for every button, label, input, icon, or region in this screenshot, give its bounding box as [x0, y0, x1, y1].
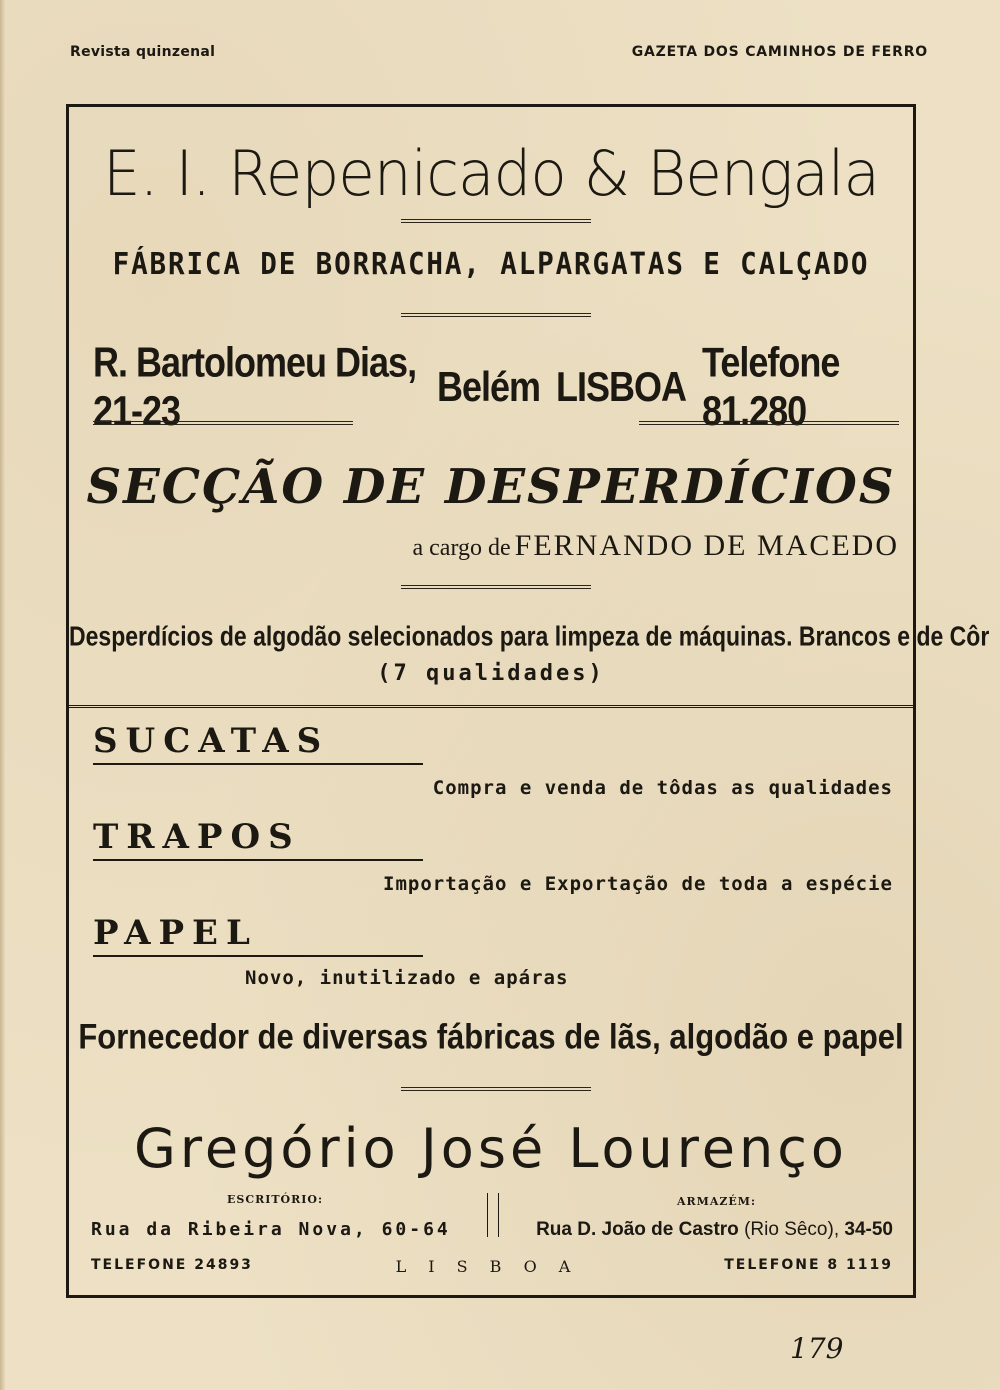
warehouse-street: Rua D. João de Castro	[536, 1219, 739, 1240]
company-name: E. I. Repenicado & Bengala	[102, 137, 880, 210]
section-papel-desc: Novo, inutilizado e apáras	[245, 967, 569, 989]
underline	[93, 859, 423, 861]
page-number: 179	[790, 1332, 844, 1365]
trapos-label: TRAPOS	[93, 817, 301, 857]
supplier-line: Fornecedor de diversas fábricas de lãs, algodão e papel	[78, 1016, 904, 1057]
section-trapos-title	[93, 817, 301, 857]
warehouse-number: 34-50	[844, 1219, 893, 1240]
in-charge	[289, 529, 899, 563]
street: R. Bartolomeu Dias, 21-23	[93, 338, 417, 435]
ornament-rule	[93, 421, 353, 425]
magazine-title: GAZETA DOS CAMINHOS DE FERRO	[631, 44, 928, 60]
section-sucatas-title	[93, 721, 329, 761]
section-title: SECÇÃO DE DESPERDÍCIOS	[86, 459, 896, 515]
page-edge	[0, 0, 6, 1390]
city: LISBOA	[556, 362, 687, 410]
ornament-rule	[401, 313, 591, 317]
section-sucatas-desc: Compra e venda de tôdas as qualidades	[432, 777, 893, 799]
section-trapos-desc: Importação e Exportação de toda a espécie	[383, 873, 893, 895]
advertisement-frame	[66, 104, 990, 1298]
papel-label: PAPEL	[93, 913, 258, 953]
office-address: Rua da Ribeira Nova, 60-64	[91, 1219, 451, 1240]
underline	[93, 955, 423, 957]
section-papel-title	[93, 913, 258, 953]
warehouse-note: (Rio Sêco),	[744, 1219, 840, 1240]
phone: Telefone 81.280	[702, 338, 840, 435]
underline	[93, 763, 423, 765]
office-label: ESCRITÓRIO:	[227, 1193, 324, 1206]
district: Belém	[436, 362, 541, 410]
ornament-rule	[401, 1087, 591, 1091]
ornament-rule	[401, 585, 591, 589]
description: Desperdícios de algodão selecionados para limpeza de máquinas. Brancos e de Côr	[69, 620, 990, 652]
ad-divider	[69, 705, 913, 712]
ornament-rule	[401, 219, 591, 223]
city: LISBOA	[395, 1257, 593, 1276]
sucatas-label: SUCATAS	[93, 721, 330, 761]
warehouse-address	[536, 1219, 893, 1241]
in-charge-name: FERNANDO DE MACEDO	[514, 529, 899, 562]
office-phone: TELEFONE 24893	[91, 1257, 253, 1273]
ornament-rule	[639, 421, 899, 425]
warehouse-label: ARMAZÉM:	[677, 1195, 757, 1208]
magazine-frequency: Revista quinzenal	[70, 44, 216, 60]
in-charge-prefix: a cargo de	[412, 535, 511, 561]
vertical-separator	[487, 1193, 499, 1237]
company-subtitle: FÁBRICA DE BORRACHA, ALPARGATAS E CALÇADO	[112, 247, 870, 282]
qualities: (7 qualidades)	[377, 661, 605, 686]
owner-name: Gregório José Lourenço	[134, 1117, 848, 1180]
warehouse-phone: TELEFONE 8 1119	[724, 1257, 893, 1273]
